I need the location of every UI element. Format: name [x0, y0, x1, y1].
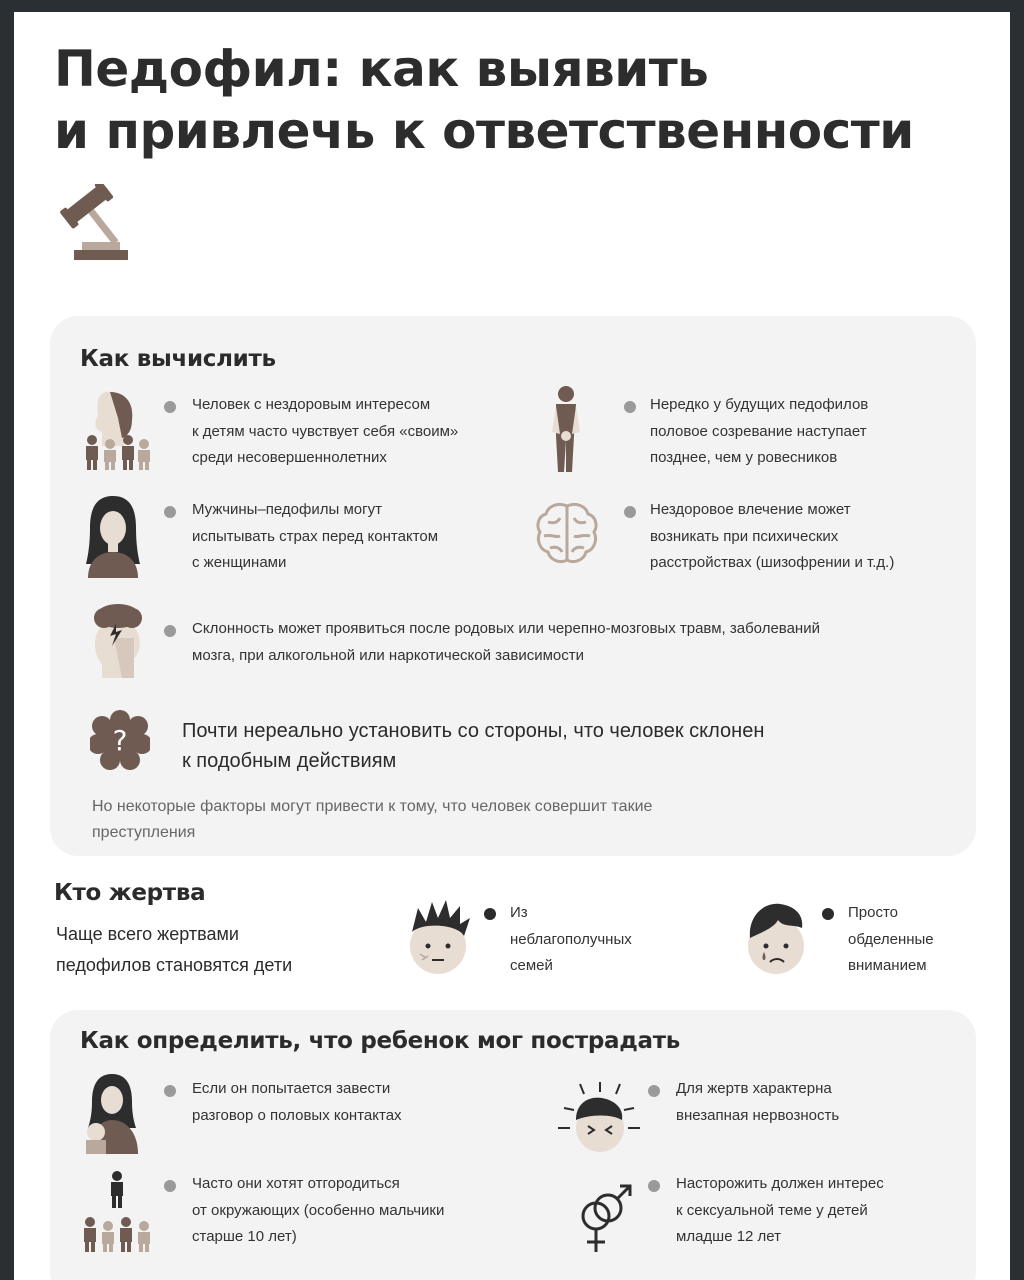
text-line: обделенные	[848, 930, 934, 948]
bullet	[648, 1180, 660, 1192]
detect-item-5	[192, 616, 820, 669]
text-line: разговор о половых контактах	[192, 1106, 402, 1124]
text-line: возникать при психических	[650, 527, 839, 545]
text-line: Из	[510, 904, 528, 921]
text-line: к детям часто чувствует себя «своим»	[192, 422, 459, 440]
teen-icon	[546, 384, 586, 474]
text-line: Чаще всего жертвами	[56, 924, 239, 944]
storm-head-icon	[82, 598, 154, 680]
page-title	[54, 38, 994, 162]
detect-item-1	[192, 392, 458, 472]
text-line: Человек с нездоровым интересом	[192, 396, 431, 413]
text-line: старше 10 лет)	[192, 1228, 297, 1245]
detect-note	[92, 794, 652, 846]
bullet	[624, 401, 636, 413]
svg-text:?: ?	[112, 724, 128, 757]
text-line: преступления	[92, 824, 196, 841]
text-line: педофилов становятся дети	[56, 955, 293, 975]
child-messy-icon	[408, 898, 472, 978]
text-line: с женщинами	[192, 554, 287, 571]
text-line: к подобным действиям	[182, 750, 397, 772]
text-line: Если он попытается завести	[192, 1080, 391, 1097]
text-line: Мужчины–педофилы могут	[192, 501, 382, 518]
bullet	[164, 625, 176, 637]
bullet	[624, 506, 636, 518]
detect-card	[50, 316, 976, 856]
bullet	[164, 506, 176, 518]
text-line: Насторожить должен интерес	[676, 1175, 884, 1192]
woman-child-icon	[82, 1072, 148, 1154]
brain-icon	[534, 500, 600, 566]
gavel-icon	[56, 184, 132, 262]
text-line: семей	[510, 957, 553, 974]
infographic-page	[14, 12, 1010, 1280]
child-item-3	[192, 1171, 444, 1251]
title-line-2: и привлечь к ответственности	[54, 102, 914, 160]
text-line: к сексуальной теме у детей	[676, 1201, 868, 1219]
text-line: Нездоровое влечение может	[650, 501, 851, 518]
text-line: Почти нереально установить со стороны, что человек склонен	[182, 720, 765, 742]
text-line: внезапная нервозность	[676, 1106, 840, 1124]
text-line: Часто они хотят отгородиться	[192, 1175, 400, 1192]
text-line: мозга, при алкогольной или наркотической зависимости	[192, 646, 585, 664]
text-line: Но некоторые факторы могут привести к тому, что человек совершит такие	[92, 798, 653, 815]
question-cloud-icon	[90, 710, 150, 770]
head-family-icon	[80, 388, 154, 472]
gender-symbols-icon	[574, 1182, 634, 1256]
child-sad-icon	[744, 898, 808, 978]
text-line: Для жертв характерна	[676, 1080, 832, 1097]
victim-item-2	[848, 900, 934, 980]
bullet	[484, 908, 496, 920]
text-line: вниманием	[848, 957, 927, 974]
victims-heading: Кто жертва	[54, 880, 206, 906]
text-line: младше 12 лет	[676, 1228, 782, 1245]
child-signs-heading: Как определить, что ребенок мог пострадать	[80, 1028, 681, 1054]
child-item-1	[192, 1076, 402, 1129]
person-group-icon	[80, 1170, 154, 1254]
detect-item-3	[192, 497, 438, 577]
bullet	[648, 1085, 660, 1097]
bullet	[822, 908, 834, 920]
text-line: расстройствах (шизофрении и т.д.)	[650, 554, 895, 571]
child-item-2	[676, 1076, 839, 1129]
victims-subtitle	[56, 919, 292, 981]
child-item-4	[676, 1171, 884, 1251]
text-line: неблагополучных	[510, 930, 632, 948]
text-line: Склонность может проявиться после родовых или черепно-мозговых травм, заболеваний	[192, 620, 820, 637]
text-line: Нередко у будущих педофилов	[650, 396, 869, 413]
child-signs-card	[50, 1010, 976, 1280]
text-line: Просто	[848, 904, 899, 921]
detect-heading: Как вычислить	[80, 346, 276, 372]
nervous-child-icon	[554, 1080, 644, 1160]
text-line: позднее, чем у ровесников	[650, 449, 838, 466]
detect-item-4	[650, 497, 894, 577]
woman-icon	[82, 494, 144, 578]
bullet	[164, 401, 176, 413]
text-line: от окружающих (особенно мальчики	[192, 1201, 445, 1219]
detect-item-2	[650, 392, 868, 472]
bullet	[164, 1180, 176, 1192]
text-line: испытывать страх перед контактом	[192, 527, 439, 545]
victim-item-1	[510, 900, 632, 980]
text-line: среди несовершеннолетних	[192, 449, 387, 466]
detect-highlight	[182, 716, 764, 776]
title-line-1: Педофил: как выявить	[54, 40, 709, 98]
bullet	[164, 1085, 176, 1097]
text-line: половое созревание наступает	[650, 422, 867, 440]
